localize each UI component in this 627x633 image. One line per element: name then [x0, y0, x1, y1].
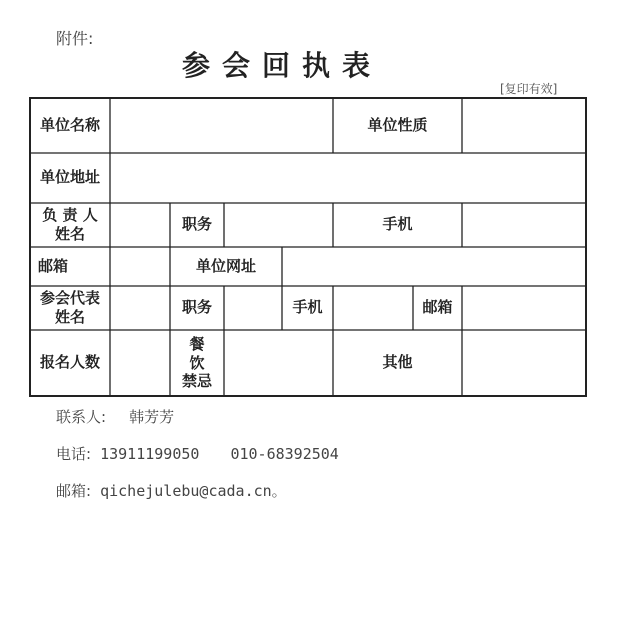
label-diet-line3: 禁忌 [181, 372, 212, 391]
input-mobile-1[interactable] [462, 203, 586, 247]
input-position-1[interactable] [224, 203, 333, 247]
label-mobile-1: 手机 [382, 215, 413, 234]
contact-person-name: 韩芳芳 [129, 408, 175, 426]
input-position-2[interactable] [224, 286, 282, 330]
input-other[interactable] [462, 330, 586, 396]
label-org-website: 单位网址 [195, 256, 256, 275]
label-attendee-count: 报名人数 [39, 353, 100, 372]
label-person-in-charge-line1: 负 责 人 [42, 205, 98, 224]
label-dietary-restrictions [170, 330, 224, 396]
label-mobile-2: 手机 [292, 298, 323, 317]
label-delegate-line2: 姓名 [54, 308, 85, 326]
label-delegate [30, 286, 110, 330]
contact-phone-2: 010-68392504 [230, 445, 339, 463]
contact-phone-line [56, 443, 339, 464]
contact-email-label: 邮箱: [56, 482, 92, 500]
input-org-website[interactable] [282, 247, 586, 286]
label-position-1: 职务 [181, 215, 212, 234]
attachment-label: 附件: [56, 29, 94, 48]
input-email-2[interactable] [462, 286, 586, 330]
contact-email: qichejulebu@cada.cn。 [100, 482, 287, 500]
label-org-nature: 单位性质 [367, 115, 428, 134]
label-person-in-charge-line2: 姓名 [54, 225, 85, 243]
label-other: 其他 [382, 353, 413, 372]
copy-valid-note: [复印有效] [500, 82, 558, 96]
label-person-in-charge [30, 203, 110, 247]
contact-email-line [56, 480, 287, 501]
input-email-1[interactable] [110, 247, 170, 286]
input-person-in-charge[interactable] [110, 203, 170, 247]
contact-person-line [56, 406, 174, 427]
label-diet-line2: 饮 [189, 353, 205, 372]
input-dietary-restrictions[interactable] [224, 330, 333, 396]
contact-phone-1: 13911199050 [100, 445, 200, 463]
label-org-address: 单位地址 [39, 168, 100, 187]
input-mobile-2[interactable] [333, 286, 413, 330]
label-delegate-line1: 参会代表 [39, 288, 100, 307]
label-org-name: 单位名称 [39, 115, 100, 134]
input-org-address[interactable] [110, 153, 586, 203]
label-email-2: 邮箱 [422, 298, 453, 317]
page-title: 参会回执表 [182, 49, 383, 82]
input-org-name[interactable] [110, 98, 333, 153]
label-diet-line1: 餐 [189, 334, 205, 353]
contact-person-label: 联系人: [56, 408, 107, 426]
label-email-1: 邮箱 [38, 256, 69, 275]
input-delegate[interactable] [110, 286, 170, 330]
input-attendee-count[interactable] [110, 330, 170, 396]
label-position-2: 职务 [181, 298, 212, 317]
input-org-nature[interactable] [462, 98, 586, 153]
contact-phone-label: 电话: [56, 445, 92, 463]
